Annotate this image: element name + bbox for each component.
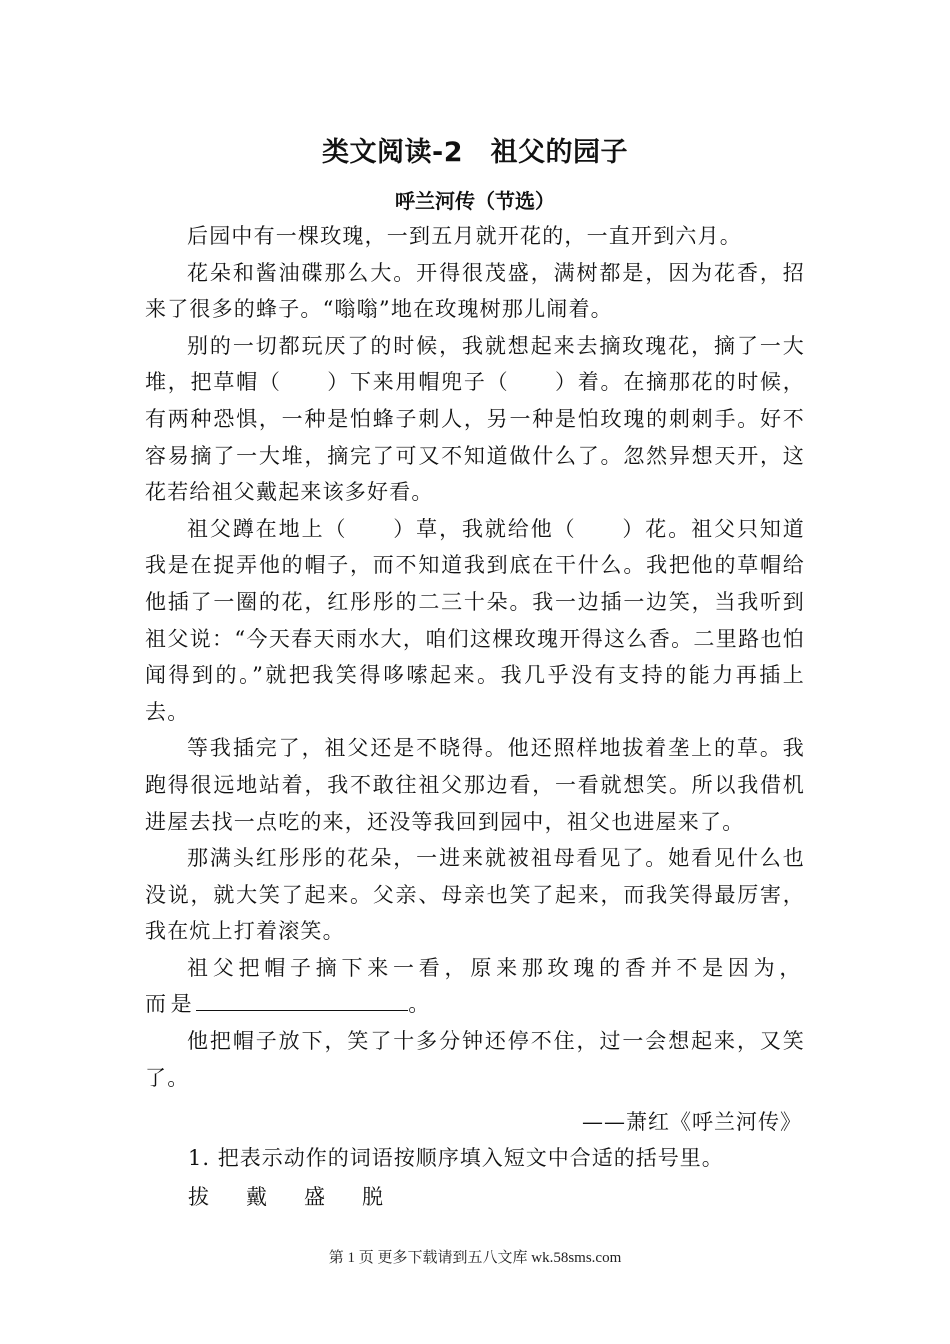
- fill-blank-text-before: 祖父把帽子摘下来一看，原来那玫瑰的香并不是因为，而是: [145, 955, 805, 1017]
- passage-paragraph: 花朵和酱油碟那么大。开得很茂盛，满树都是，因为花香，招来了很多的蜂子。“嗡嗡”地在玫瑰树那儿闹着。: [145, 260, 805, 322]
- passage-paragraph: 祖父蹲在地上（ ）草，我就给他（ ）花。祖父只知道我是在捉弄他的帽子，而不知道我到底在干什么。我把他的草帽给他插了一圈的花，红彤彤的二三十朵。我一边插一边笑，当我听到祖父说：“今天春天雨水大，咱们这棵玫瑰开得这么香。二里路也怕闻得到的。”就把我笑得哆嗦起来。我几乎没有支持的能力再插上去。: [145, 516, 805, 724]
- fill-blank-text-after: 。: [408, 992, 434, 1017]
- passage-subtitle: 呼兰河传（节选）: [395, 189, 555, 213]
- passage-source: ——萧红《呼兰河传》: [582, 1110, 802, 1134]
- page-title: 类文阅读-2 祖父的园子: [322, 137, 628, 168]
- word-options: [188, 1181, 420, 1211]
- passage-paragraph: 那满头红彤彤的花朵，一进来就被祖母看见了。她看见什么也没说，就大笑了起来。父亲、母亲也笑了起来，而我笑得最厉害，我在炕上打着滚笑。: [145, 846, 805, 944]
- word-option: 拔: [188, 1185, 209, 1209]
- passage-paragraph: 他把帽子放下，笑了十多分钟还停不住，过一会想起来，又笑了。: [145, 1029, 805, 1090]
- word-option: 脱: [362, 1185, 383, 1209]
- passage-paragraph: 别的一切都玩厌了的时候，我就想起来去摘玫瑰花，摘了一大堆，把草帽（ ）下来用帽兜子（ ）着。在摘那花的时候，有两种恐惧，一种是怕蜂子刺人，另一种是怕玫瑰的刺刺手。好不容易摘了一大堆，摘完了可又不知道做什么了。忽然异想天开，这花若给祖父戴起来该多好看。: [145, 333, 805, 505]
- answer-blank[interactable]: [196, 990, 408, 1011]
- fill-blank-paragraph: [145, 950, 805, 1023]
- passage-body: [145, 218, 805, 1096]
- word-option: 盛: [304, 1185, 325, 1209]
- page-footer: 第 1 页 更多下载请到五八文库 wk.58sms.com: [328, 1250, 622, 1266]
- passage-paragraph: 等我插完了，祖父还是不晓得。他还照样地拔着垄上的草。我跑得很远地站着，我不敢往祖父那边看，一看就想笑。所以我借机进屋去找一点吃的来，还没等我回到园中，祖父也进屋来了。: [145, 736, 805, 834]
- passage-paragraph: 后园中有一棵玫瑰，一到五月就开花的，一直开到六月。: [187, 224, 742, 248]
- word-option: 戴: [246, 1185, 267, 1209]
- question-1: 1. 把表示动作的词语按顺序填入短文中合适的括号里。: [188, 1146, 724, 1170]
